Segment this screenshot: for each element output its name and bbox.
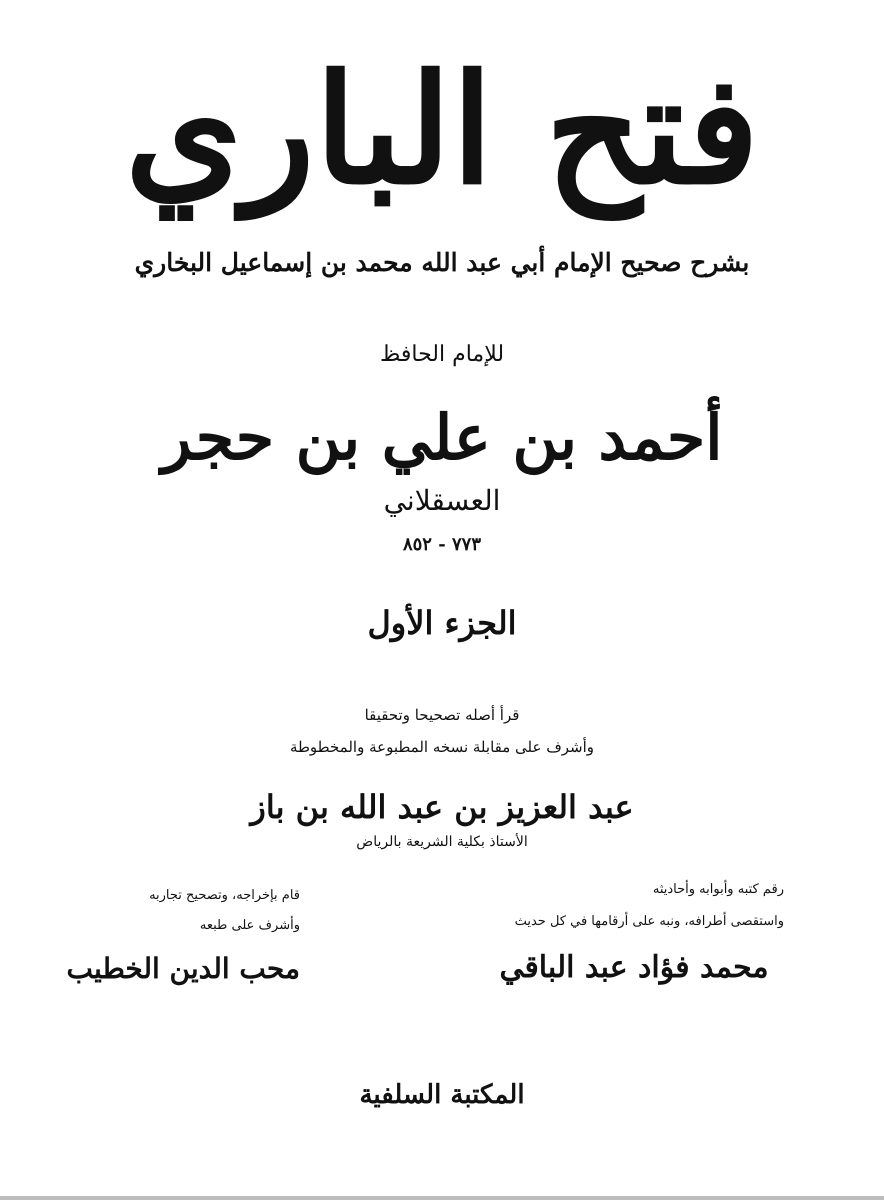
numbering-credit-line-1: رقم كتبه وأبوابه وأحاديثه [652,882,784,897]
publisher-name: المكتبة السلفية [359,1080,525,1110]
bottom-divider [0,1196,884,1200]
publishing-credit-line-2: وأشرف على طبعه [199,918,300,933]
author-role: للإمام الحافظ [379,342,505,367]
editor-title: الأستاذ بكلية الشريعة بالرياض [356,834,528,850]
book-subtitle: بشرح صحيح الإمام أبي عبد الله محمد بن إسماعيل البخاري [134,248,750,277]
editor-name: عبد العزيز بن عبد الله بن باز [250,788,634,826]
volume-label: الجزء الأول [367,604,517,642]
author-name: أحمد بن علي بن حجر [161,401,723,474]
author-dates: ٧٧٣ - ٨٥٢ [402,534,482,555]
author-nisba: العسقلاني [383,484,501,517]
book-title: فتح الباري [124,42,760,218]
numbering-credit-line-2: واستقصى أطرافه، ونبه على أرقامها في كل حديث [514,914,784,929]
publishing-credit-line-1: قام بإخراجه، وتصحيح تجاربه [149,888,300,903]
editor-credit-line-1: قرأ أصله تصحيحا وتحقيقا [364,706,520,724]
publishing-name: محب الدين الخطيب [66,952,300,985]
editor-credit-line-2: وأشرف على مقابلة نسخه المطبوعة والمخطوطة [289,738,595,756]
numbering-name: محمد فؤاد عبد الباقي [499,950,769,985]
